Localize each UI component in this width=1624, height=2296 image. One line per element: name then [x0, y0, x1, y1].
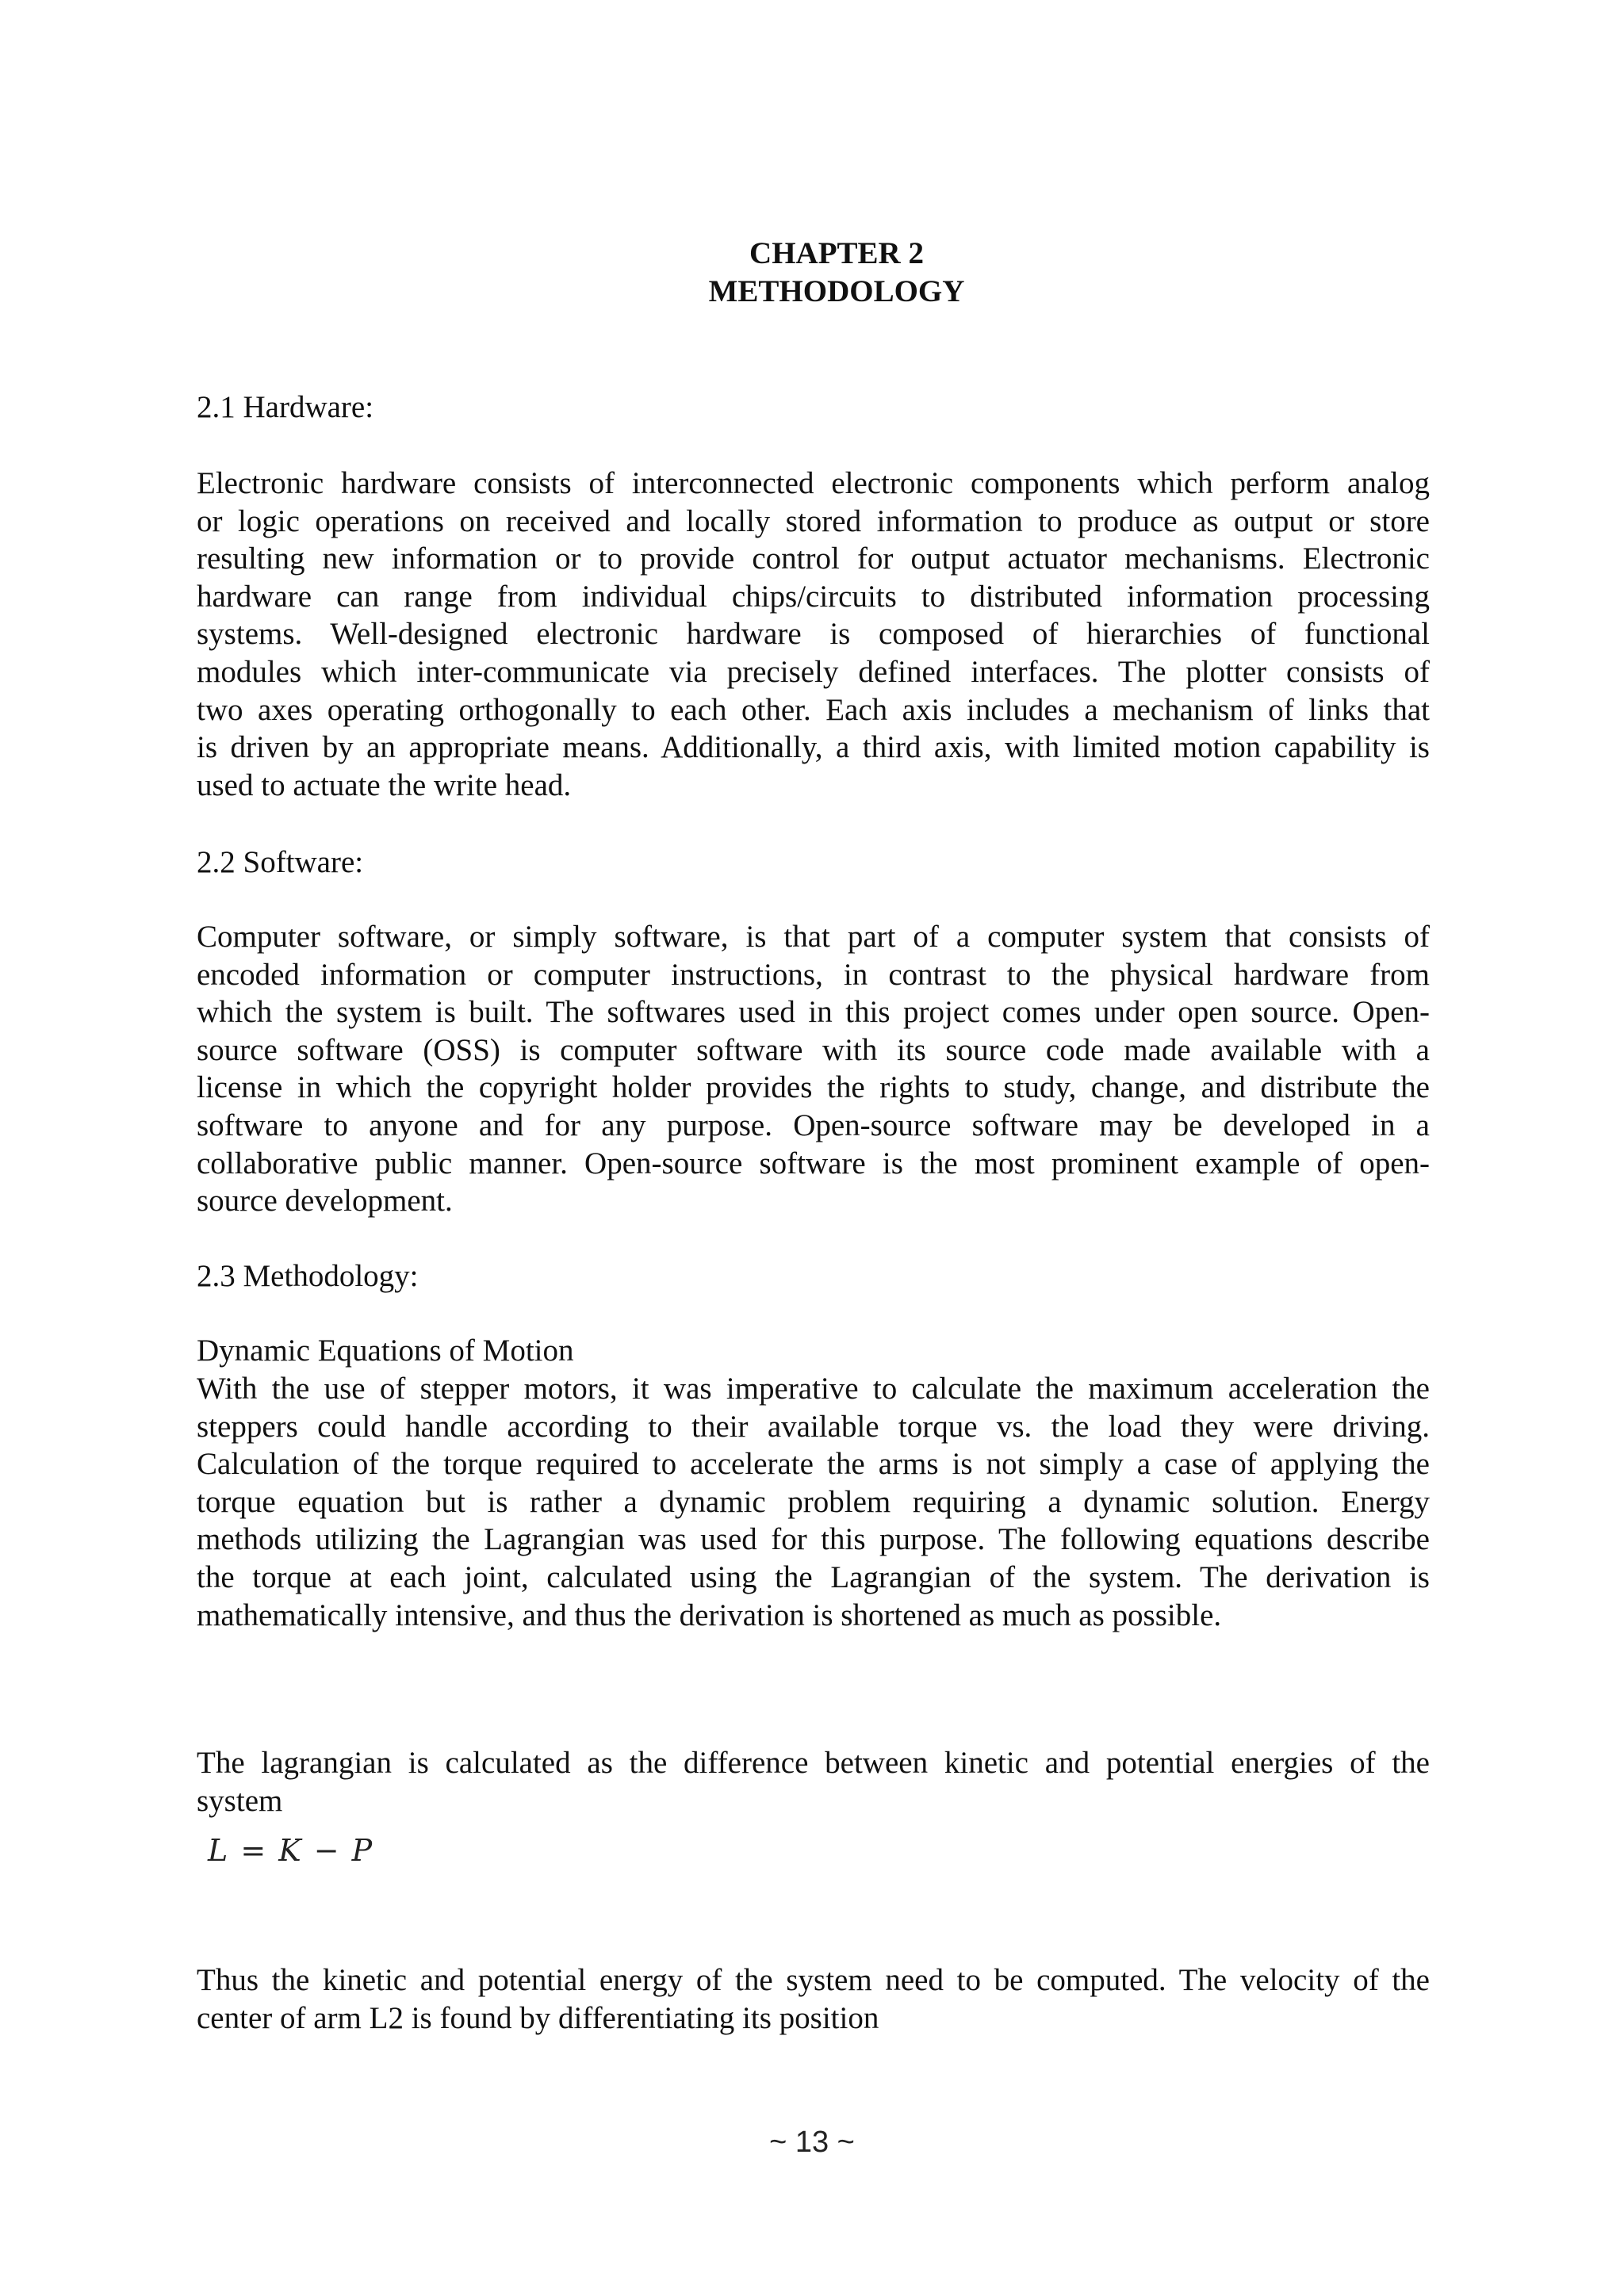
- paragraph-methodology: [197, 1370, 1430, 1634]
- lagrangian-equation: L = K − P: [208, 1833, 374, 1868]
- paragraph-line: torque equation but is rather a dynamic problem requiring a dynamic solution. Energy: [197, 1484, 1430, 1519]
- paragraph-line: The lagrangian is calculated as the difference between kinetic and potential energies of the: [197, 1746, 1430, 1780]
- paragraph-software: [197, 918, 1430, 1220]
- page-number: ~ 13 ~: [769, 2126, 855, 2159]
- paragraph-line: software to anyone and for any purpose. Open-source software may be developed in a: [197, 1108, 1430, 1142]
- paragraph-line: With the use of stepper motors, it was imperative to calculate the maximum acceleration the: [197, 1372, 1430, 1406]
- paragraph-lagrangian: [197, 1744, 1430, 1820]
- paragraph-line: the torque at each joint, calculated using the Lagrangian of the system. The derivation is: [197, 1559, 1430, 1594]
- paragraph-line: Thus the kinetic and potential energy of the system need to be computed. The velocity of the: [197, 1963, 1430, 1997]
- paragraph-line: center of arm L2 is found by differentiating its position: [197, 2000, 879, 2035]
- paragraph-line: which the system is built. The softwares used in this project comes under open source. Open-: [197, 995, 1430, 1030]
- paragraph-line: methods utilizing the Lagrangian was used for this purpose. The following equations describe: [197, 1522, 1430, 1557]
- paragraph-line: system: [197, 1783, 283, 1818]
- paragraph-line: license in which the copyright holder provides the rights to study, change, and distribute the: [197, 1070, 1430, 1105]
- paragraph-line: is driven by an appropriate means. Additionally, a third axis, with limited motion capability is: [197, 730, 1430, 765]
- paragraph-line: encoded information or computer instructions, in contrast to the physical hardware from: [197, 957, 1430, 992]
- chapter-number: CHAPTER 2: [749, 236, 924, 270]
- paragraph-line: Computer software, or simply software, is that part of a computer system that consists of: [197, 920, 1430, 954]
- paragraph-line: hardware can range from individual chips/circuits to distributed information processing: [197, 579, 1430, 614]
- paragraph-line: Calculation of the torque required to accelerate the arms is not simply a case of applying the: [197, 1447, 1430, 1482]
- paragraph-line: steppers could handle according to their available torque vs. the load they were driving.: [197, 1409, 1430, 1444]
- subheading-dynamic-equations: Dynamic Equations of Motion: [197, 1334, 574, 1368]
- section-heading-hardware: 2.1 Hardware:: [197, 390, 374, 424]
- paragraph-line: source development.: [197, 1184, 453, 1219]
- section-heading-methodology: 2.3 Methodology:: [197, 1259, 419, 1293]
- chapter-title: METHODOLOGY: [708, 274, 965, 308]
- paragraph-line: collaborative public manner. Open-source software is the most prominent example of open-: [197, 1146, 1430, 1181]
- paragraph-closing: [197, 1961, 1430, 2037]
- section-heading-software: 2.2 Software:: [197, 845, 364, 879]
- paragraph-line: mathematically intensive, and thus the derivation is shortened as much as possible.: [197, 1598, 1222, 1632]
- paragraph-line: or logic operations on received and locally stored information to produce as output or store: [197, 503, 1430, 538]
- paragraph-line: systems. Well-designed electronic hardware is composed of hierarchies of functional: [197, 617, 1430, 652]
- paragraph-line: modules which inter-communicate via precisely defined interfaces. The plotter consists of: [197, 654, 1430, 689]
- paragraph-line: Electronic hardware consists of interconnected electronic components which perform analog: [197, 466, 1430, 500]
- paragraph-line: used to actuate the write head.: [197, 767, 572, 802]
- paragraph-line: two axes operating orthogonally to each other. Each axis includes a mechanism of links that: [197, 692, 1430, 727]
- paragraph-line: resulting new information or to provide control for output actuator mechanisms. Electronic: [197, 541, 1430, 576]
- paragraph-hardware: [197, 465, 1430, 804]
- paragraph-line: source software (OSS) is computer software with its source code made available with a: [197, 1032, 1430, 1067]
